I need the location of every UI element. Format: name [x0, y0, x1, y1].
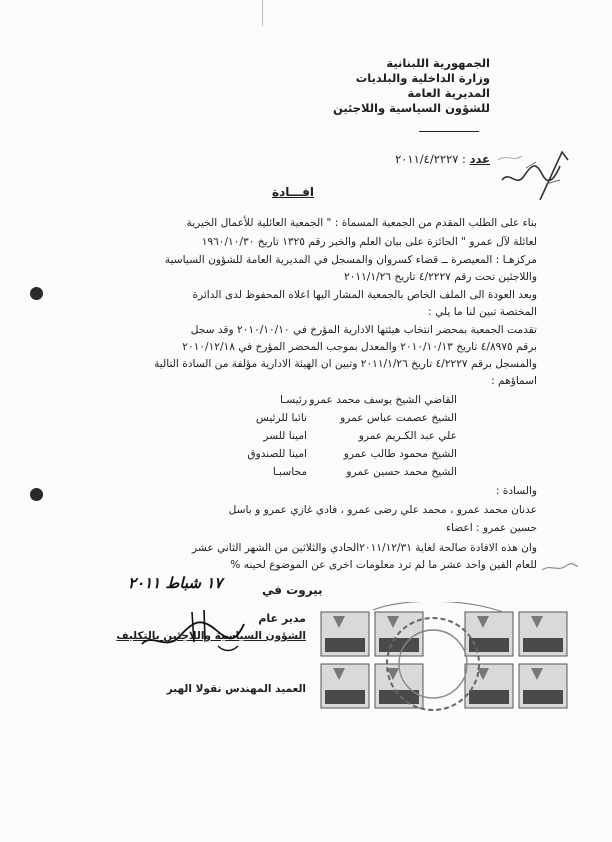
- body-line: والمسجل برقم ٤/٢٢٢٧ تاريخ ٢٠١١/١/٢٦ وتبين ان الهيئة الادارية مؤلفة من السادة التالية: [154, 358, 537, 370]
- body-line: بناء على الطلب المقدم من الجمعية المسماة : " الجمعية العائلية للأعمال الخيرية: [186, 217, 537, 229]
- letterhead-ministry: وزارة الداخلية والبلديات: [355, 71, 490, 85]
- signature-mark-top: [496, 140, 576, 210]
- member-role: نائبا للرئيس: [255, 412, 307, 424]
- member-name: الشيخ عصمت عباس عمرو: [340, 412, 457, 424]
- body-line: تقدمت الجمعية بمحضر انتخاب هيئتها الادارية المؤرخ في ٢٠١٠/١٠/١٠ وقد سجل: [190, 324, 537, 336]
- member-name: الشيخ محمد حسين عمرو: [346, 466, 457, 478]
- handwritten-date: ١٧ شباط ٢٠١١: [128, 574, 223, 592]
- member-role: محاسبـا: [272, 466, 307, 478]
- document-title: افـــادة: [272, 185, 315, 199]
- body-line: لعائلة لآل عمرو " الحائزة على بيان العلم والخبر رقم ١٣٢٥ تاريخ ١٩٦٠/١٠/٣٠: [201, 236, 537, 248]
- signatory-department: الشؤون السياسية واللاجئين بالتكليف: [116, 630, 306, 642]
- letterhead-directorate: المديرية العامة: [407, 86, 490, 100]
- signatory-title: مدير عام: [258, 612, 306, 625]
- member-name: الشيخ محمود طالب عمرو: [343, 448, 457, 460]
- margin-scribble: [540, 560, 580, 576]
- reference-number: [395, 152, 490, 166]
- member-name: علي عبد الكـريم عمرو: [358, 430, 457, 442]
- punch-hole: [30, 488, 43, 501]
- body-line: واللاجئين تحت رقم ٤/٢٢٢٧ تاريخ ٢٠١١/١/٢٦: [344, 271, 537, 283]
- others-line: حسين عمرو : اعضاء: [446, 522, 537, 534]
- reference-value: : ٢٠١١/٤/٢٢٢٧: [395, 152, 466, 166]
- letterhead-divider: [419, 131, 479, 132]
- body-line: المختصة تبين لنا ما يلي :: [428, 306, 537, 318]
- member-name: القاضي الشيخ يوسف محمد عمرو: [309, 394, 457, 406]
- others-label: والسادة :: [495, 485, 537, 497]
- signatory-name: العميد المهندس نقولا الهبر: [166, 683, 306, 695]
- body-line: مركزهـا : المعيصرة ــ قضاء كسروان والمسجل في المديرية العامة للشؤون السياسية: [164, 254, 537, 266]
- body-line: وبعد العودة الى الملف الخاص بالجمعية المشار اليها اعلاه المحفوظ لدى الدائرة: [192, 289, 537, 301]
- validity-line: للعام الفين واحد عشر ما لم ترد معلومات اخرى عن الموضوع لحينه %: [230, 559, 537, 571]
- member-role: رئيسـا: [279, 394, 307, 406]
- signature-handwritten: [132, 602, 252, 662]
- letterhead-department: للشؤون السياسية واللاجئين: [332, 101, 490, 115]
- body-line: برقم ٤/٨٩٧٥ تاريخ ٢٠١٠/١٠/١٣ والمعدل بموجب المحضر المؤرخ في ٢٠١٠/١٢/١٨: [182, 341, 537, 353]
- validity-line: وان هذه الافادة صالحة لغاية ٢٠١١/١٢/٣١الحادي والثلاثين من الشهر الثاني عشر: [192, 542, 537, 554]
- others-line: عدنان محمد عمرو ، محمد علي رضى عمرو ، فادي غازي عمرو و باسل: [228, 504, 537, 516]
- letterhead-republic: الجمهورية اللبنانية: [386, 56, 490, 70]
- fold-mark: [262, 0, 263, 26]
- body-line: اسماؤهم :: [491, 375, 537, 387]
- place-label: بيروت في: [262, 583, 323, 597]
- reference-label: عدد: [469, 152, 490, 166]
- member-role: امينا للسر: [263, 430, 307, 442]
- letterhead: [333, 56, 490, 116]
- punch-hole: [30, 287, 43, 300]
- revenue-stamps: [313, 602, 575, 722]
- member-role: امينا للصندوق: [247, 448, 307, 460]
